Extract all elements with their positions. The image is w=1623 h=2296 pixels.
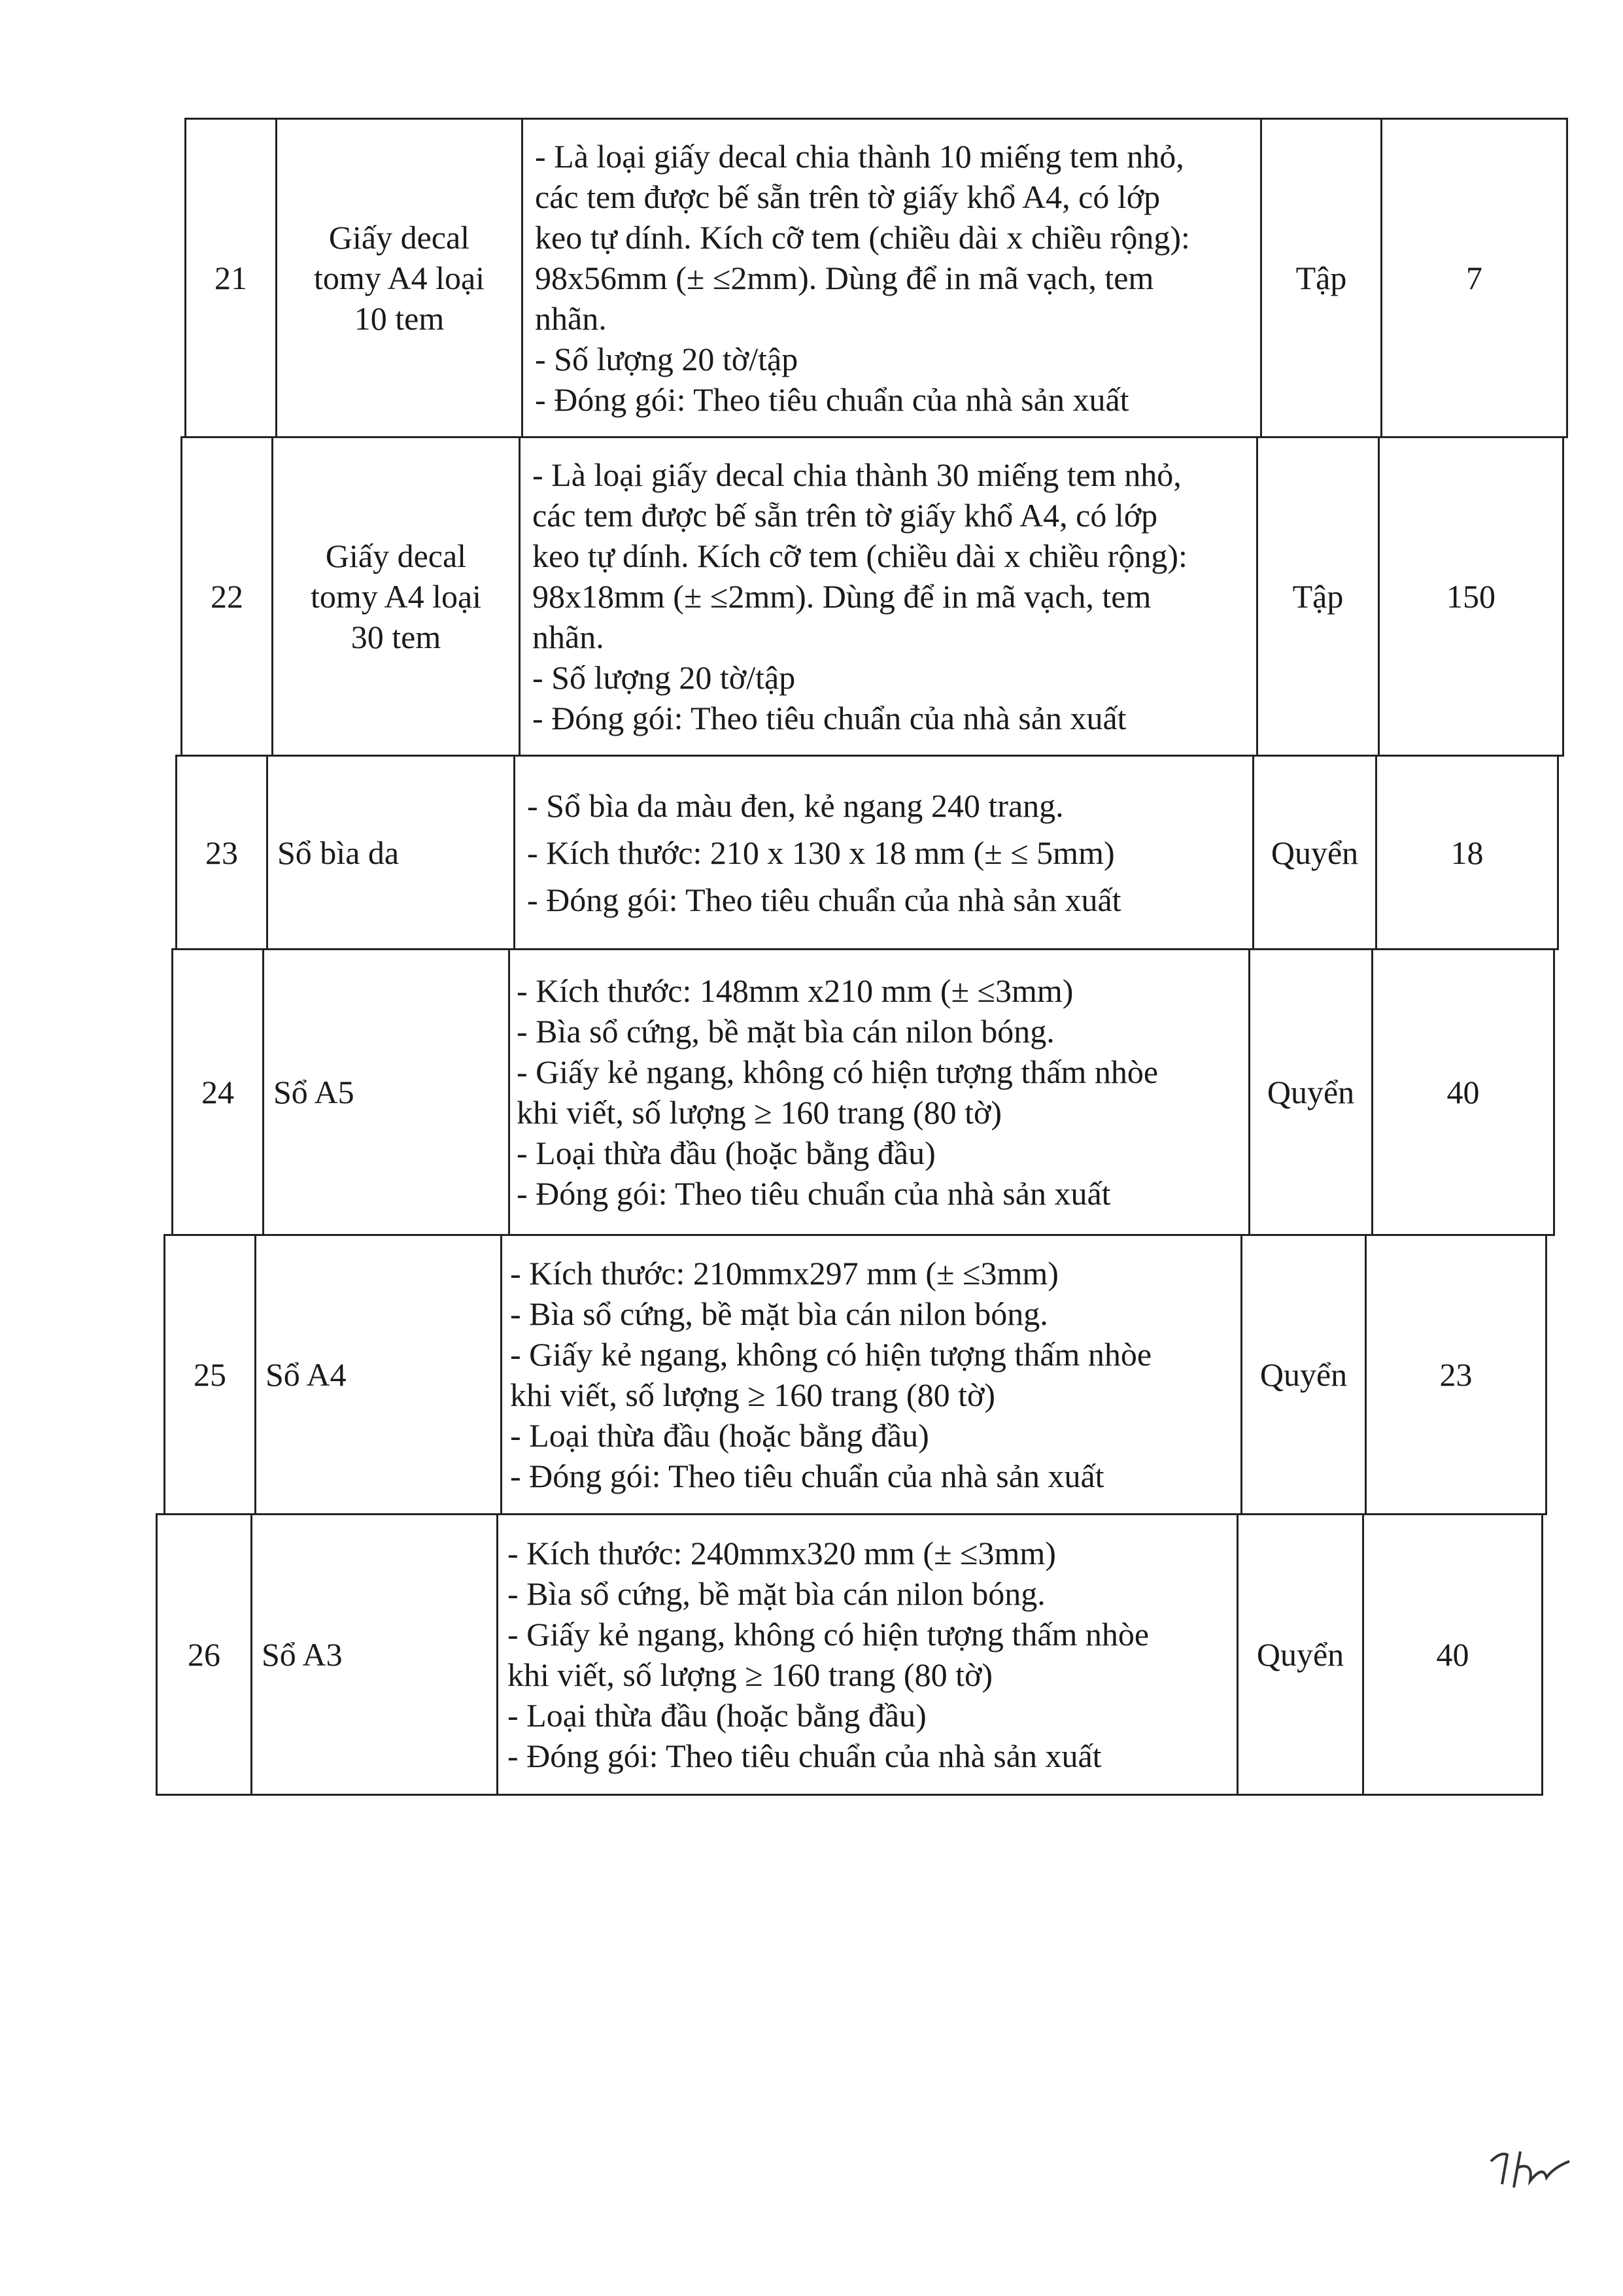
item-name: Sổ A3: [262, 1636, 343, 1673]
description-cell: [508, 950, 1248, 1234]
item-name: Sổ bìa da: [277, 834, 400, 871]
table-row: [171, 948, 1555, 1236]
stt-value: 25: [194, 1356, 226, 1393]
item-name: Sổ A4: [265, 1356, 347, 1393]
table-row: [180, 436, 1564, 757]
quantity-value: 40: [1436, 1636, 1469, 1673]
unit-cell: [1256, 438, 1378, 755]
quantity-value: 150: [1446, 578, 1495, 615]
item-name-cell: [266, 757, 513, 948]
quantity-cell: [1378, 438, 1562, 755]
unit-cell: [1240, 1236, 1365, 1513]
stt-value: 23: [205, 834, 238, 871]
quantity-value: 40: [1446, 1074, 1480, 1110]
description-cell: [521, 120, 1260, 436]
table-row: [156, 1513, 1543, 1796]
unit-value: Tập: [1295, 260, 1347, 296]
item-name: Giấy decal tomy A4 loại 10 tem: [313, 219, 485, 337]
unit-value: Quyển: [1271, 834, 1359, 871]
stt-cell: [186, 120, 275, 436]
item-name: Giấy decal tomy A4 loại 30 tem: [310, 538, 482, 655]
description-cell: [496, 1515, 1237, 1794]
quantity-cell: [1380, 120, 1566, 436]
unit-cell: [1260, 120, 1380, 436]
unit-value: Quyển: [1256, 1636, 1344, 1673]
unit-cell: [1252, 757, 1375, 948]
unit-cell: [1237, 1515, 1362, 1794]
quantity-cell: [1365, 1236, 1545, 1513]
table-row: [184, 118, 1568, 438]
description-text: - Kích thước: 148mm x210 mm (± ≤3mm) - Bìa sổ cứng, bề mặt bìa cán nilon bóng. - Giấy kẻ ngang, không có hiện tượng thấm nhòe khi viết, số lượng ≥ 160 trang (80 tờ) - Loại thừa đầu (hoặc bằng đầu) - Đóng gói: Theo tiêu chuẩn của nhà sản xuất: [517, 972, 1159, 1212]
stt-value: 26: [188, 1636, 220, 1673]
quantity-value: 18: [1450, 834, 1484, 871]
item-name-cell: [254, 1236, 500, 1513]
item-name-cell: [262, 950, 508, 1234]
stt-value: 24: [201, 1074, 234, 1110]
stt-value: 22: [211, 578, 243, 615]
description-cell: [513, 757, 1252, 948]
description-cell: [519, 438, 1256, 755]
stt-cell: [165, 1236, 254, 1513]
item-name: Sổ A5: [273, 1074, 354, 1110]
description-text: - Kích thước: 210mmx297 mm (± ≤3mm) - Bìa sổ cứng, bề mặt bìa cán nilon bóng. - Giấy kẻ ngang, không có hiện tượng thấm nhòe khi viết, số lượng ≥ 160 trang (80 tờ) - Loại thừa đầu (hoặc bằng đầu) - Đóng gói: Theo tiêu chuẩn của nhà sản xuất: [510, 1255, 1152, 1494]
unit-value: Quyển: [1267, 1074, 1355, 1110]
item-name-cell: [271, 438, 519, 755]
quantity-value: 23: [1439, 1356, 1473, 1393]
item-name-cell: [275, 120, 521, 436]
unit-value: Tập: [1292, 578, 1344, 615]
quantity-cell: [1371, 950, 1553, 1234]
description-text: - Là loại giấy decal chia thành 10 miếng tem nhỏ, các tem được bế sẵn trên tờ giấy khổ A4, có lớp keo tự dính. Kích cỡ tem (chiều dài x chiều rộng): 98x56mm (± ≤2mm). Dùng để in mã vạch, tem nhãn. - Số lượng 20 tờ/tập - Đóng gói: Theo tiêu chuẩn của nhà sản xuất: [535, 138, 1190, 418]
description-text: - Sổ bìa da màu đen, kẻ ngang 240 trang. - Kích thước: 210 x 130 x 18 mm (± ≤ 5mm) - Đóng gói: Theo tiêu chuẩn của nhà sản xuất: [527, 787, 1121, 918]
stt-cell: [173, 950, 262, 1234]
description-text: - Kích thước: 240mmx320 mm (± ≤3mm) - Bìa sổ cứng, bề mặt bìa cán nilon bóng. - Giấy kẻ ngang, không có hiện tượng thấm nhòe khi viết, số lượng ≥ 160 trang (80 tờ) - Loại thừa đầu (hoặc bằng đầu) - Đóng gói: Theo tiêu chuẩn của nhà sản xuất: [507, 1535, 1150, 1774]
unit-value: Quyển: [1259, 1356, 1348, 1393]
description-text: - Là loại giấy decal chia thành 30 miếng tem nhỏ, các tem được bế sẵn trên tờ giấy khổ A4, có lớp keo tự dính. Kích cỡ tem (chiều dài x chiều rộng): 98x18mm (± ≤2mm). Dùng để in mã vạch, tem nhãn. - Số lượng 20 tờ/tập - Đóng gói: Theo tiêu chuẩn của nhà sản xuất: [532, 456, 1187, 736]
quantity-value: 7: [1466, 260, 1482, 296]
quantity-cell: [1362, 1515, 1541, 1794]
item-name-cell: [250, 1515, 496, 1794]
stt-cell: [177, 757, 266, 948]
unit-cell: [1248, 950, 1371, 1234]
quantity-cell: [1375, 757, 1557, 948]
stt-value: 21: [214, 260, 247, 296]
table-row: [163, 1234, 1547, 1515]
stt-cell: [158, 1515, 250, 1794]
description-cell: [500, 1236, 1240, 1513]
handwritten-initials: [1488, 2145, 1579, 2207]
table-row: [175, 755, 1559, 950]
stt-cell: [182, 438, 271, 755]
